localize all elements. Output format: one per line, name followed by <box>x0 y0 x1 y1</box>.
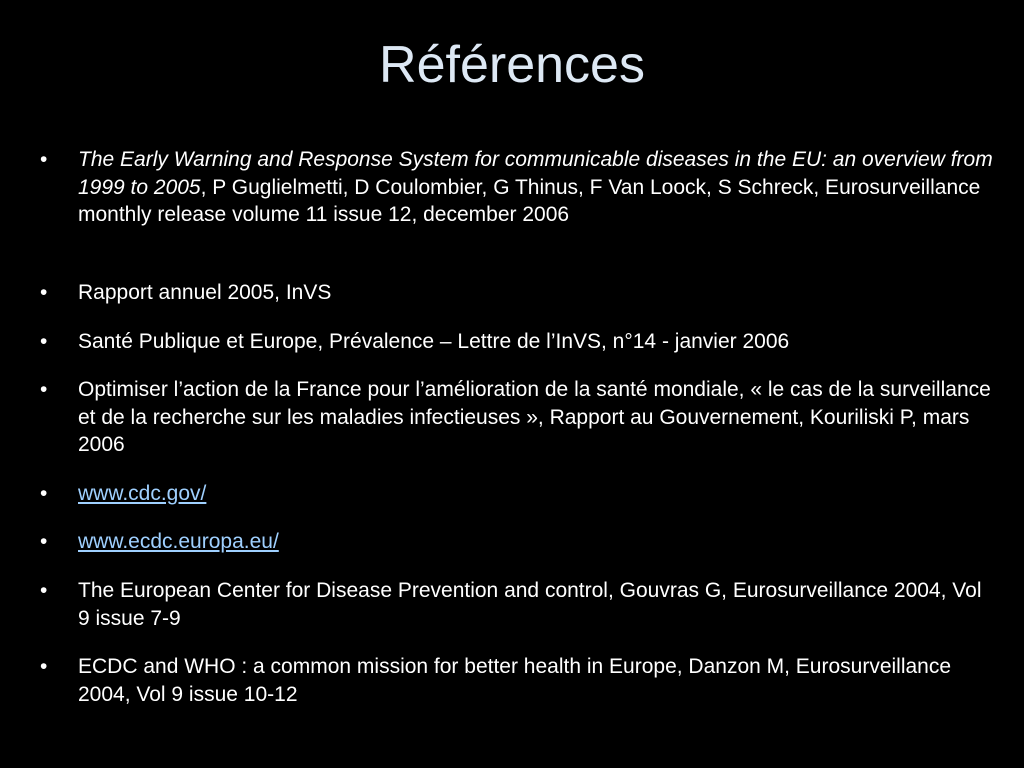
reference-text: Santé Publique et Europe, Prévalence – Lettre de l’InVS, n°14 - janvier 2006 <box>78 330 790 353</box>
bullet-icon: • <box>40 148 48 171</box>
bullet-icon: • <box>40 530 48 553</box>
reference-text: The European Center for Disease Prevention and control, Gouvras G, Eurosurveillance 2004, Vol 9 issue 7-9 <box>78 579 982 630</box>
bullet-icon: • <box>40 579 48 602</box>
reference-title: The Early Warning and Response System for communicable diseases in the EU: an overview from 1999 to 2005 <box>78 148 993 199</box>
bullet-icon: • <box>40 655 48 678</box>
reference-details: , P Guglielmetti, D Coulombier, G Thinus, F Van Loock, S Schreck, Eurosurveillance monthly release volume 11 issue 12, december 2006 <box>78 175 981 226</box>
bullet-icon: • <box>40 330 48 353</box>
reference-text: Rapport annuel 2005, InVS <box>78 281 332 304</box>
bullet-icon: • <box>40 482 48 505</box>
reference-text: ECDC and WHO : a common mission for better health in Europe, Danzon M, Eurosurveillance 2004, Vol 9 issue 10-12 <box>78 655 952 706</box>
link-ecdc[interactable]: www.ecdc.europa.eu/ <box>78 530 279 553</box>
reference-text: Optimiser l’action de la France pour l’amélioration de la santé mondiale, « le cas de la surveillance et de la recherche sur les maladies infectieuses », Rapport au Gouvernement, Kouriliski P, mars 2006 <box>78 378 991 456</box>
bullet-icon: • <box>40 378 48 401</box>
bullet-icon: • <box>40 281 48 304</box>
link-cdc[interactable]: www.cdc.gov/ <box>78 482 207 505</box>
reference-text <box>78 146 998 229</box>
slide-title: Références <box>379 36 645 94</box>
